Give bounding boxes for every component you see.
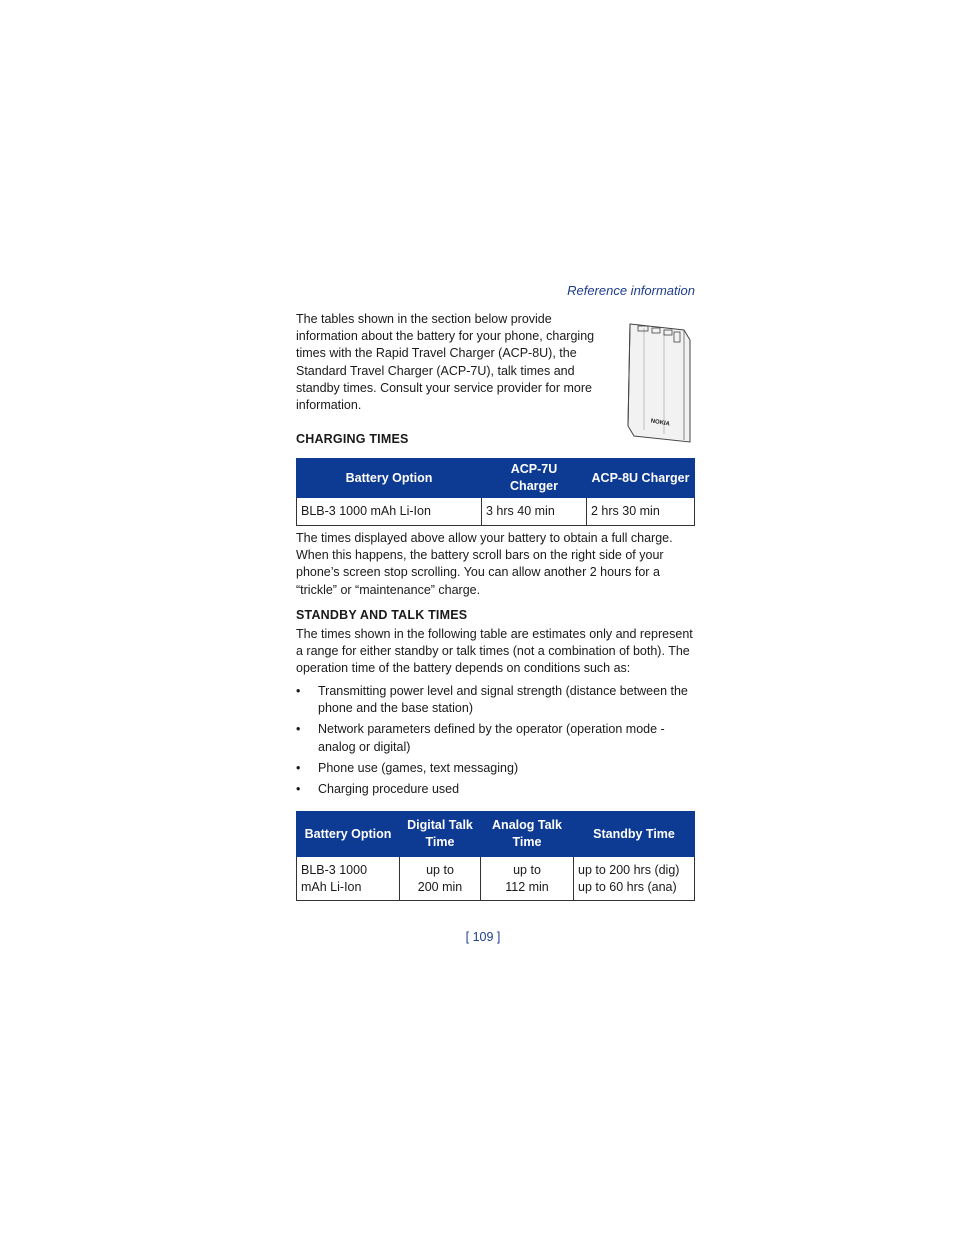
column-header: Digital Talk Time	[400, 812, 481, 857]
battery-illustration	[624, 316, 694, 444]
bullet-icon: •	[296, 760, 301, 775]
acp8u-time-cell: 2 hrs 30 min	[587, 498, 695, 526]
column-header: Analog Talk Time	[481, 812, 574, 857]
column-header: ACP-8U Charger	[587, 459, 695, 498]
bullet-icon: •	[296, 684, 301, 698]
digital-talk-cell: up to 200 min	[400, 857, 481, 901]
column-header: Standby Time	[574, 812, 695, 857]
column-header: Battery Option	[297, 812, 400, 857]
list-item: • Charging procedure used	[296, 781, 696, 798]
table-row	[297, 498, 695, 526]
bullet-icon: •	[296, 722, 301, 737]
standby-talk-table	[296, 811, 695, 901]
list-item: • Phone use (games, text messaging)	[296, 760, 696, 777]
bullet-icon: •	[296, 782, 301, 797]
battery-option-cell: BLB-3 1000 mAh Li-Ion	[297, 857, 400, 901]
charging-note: The times displayed above allow your battery to obtain a full charge. When this happens, the battery scroll bars on the right side of your phone’s screen stop scrolling. You can allow another 2 hours for a “trickle” or “maintenance” charge.	[296, 531, 673, 597]
conditions-list	[296, 683, 696, 798]
battery-logo: NOKIA	[650, 418, 671, 428]
intro-paragraph: The tables shown in the section below provide information about the battery for your phone, charging times with the Rapid Travel Charger (ACP-8U), the Standard Travel Charger (ACP-7U), talk times and standby times. Consult your service provider for more information.	[296, 312, 595, 413]
list-item: • Transmitting power level and signal strength (distance between the phone and the base station)	[296, 684, 688, 716]
standby-intro: The times shown in the following table are estimates only and represent a range for either standby or talk times (not a combination of both). The operation time of the battery depends on conditions such as:	[296, 627, 693, 676]
analog-talk-cell: up to 112 min	[481, 857, 574, 901]
column-header: Battery Option	[297, 459, 482, 498]
section-header: Reference information	[567, 283, 695, 298]
column-header: ACP-7U Charger	[482, 459, 587, 498]
standby-talk-heading: STANDBY AND TALK TIMES	[296, 608, 468, 622]
standby-time-cell: up to 200 hrs (dig) up to 60 hrs (ana)	[574, 857, 695, 901]
battery-option-cell: BLB-3 1000 mAh Li-Ion	[297, 498, 482, 526]
acp7u-time-cell: 3 hrs 40 min	[482, 498, 587, 526]
page-number: [ 109 ]	[465, 930, 501, 944]
charging-times-table	[296, 458, 695, 526]
charging-times-heading: CHARGING TIMES	[296, 432, 409, 446]
list-item: • Network parameters defined by the operator (operation mode - analog or digital)	[296, 722, 665, 754]
table-row	[297, 857, 695, 901]
